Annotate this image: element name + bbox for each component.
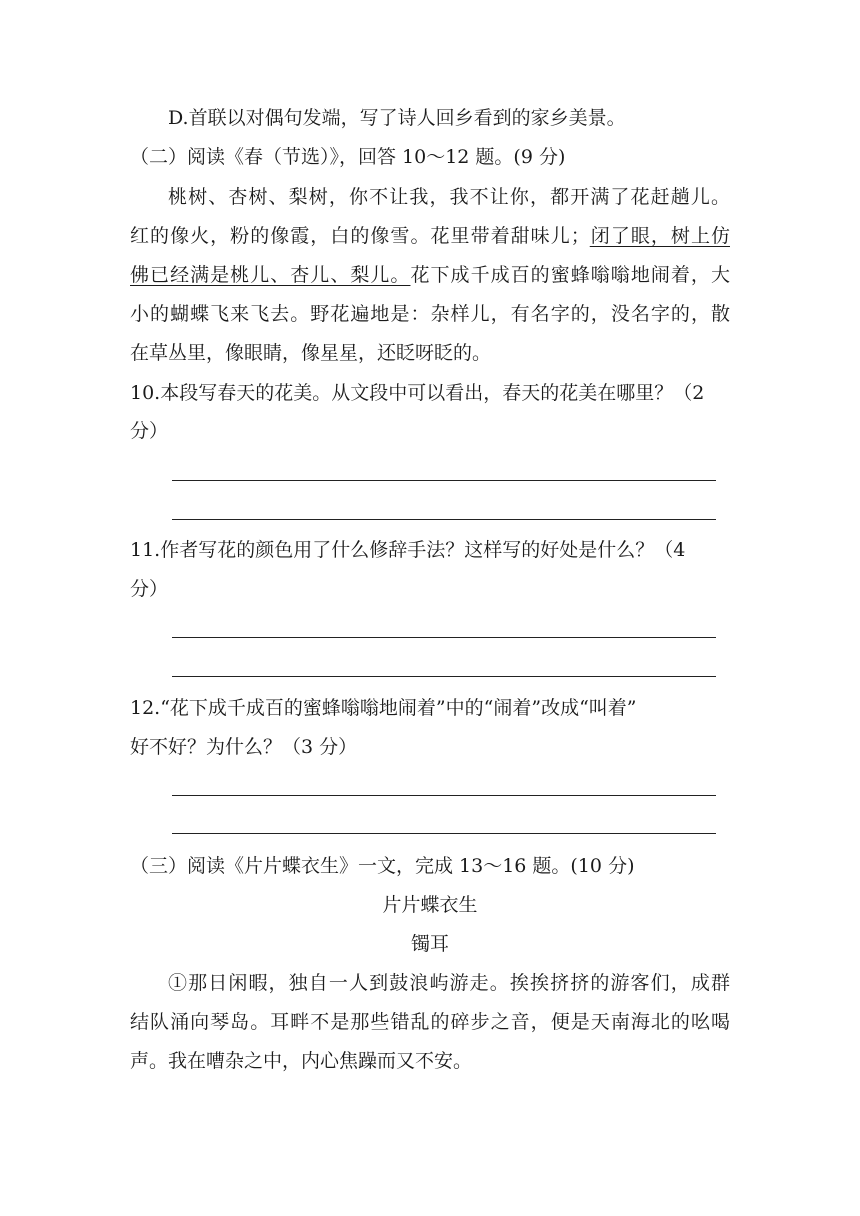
question-12-cont: 好不好？为什么？（3 分）	[130, 736, 358, 758]
answer-line[interactable]	[172, 795, 716, 796]
passage-line-1: 桃树、杏树、梨树，你不让我，我不让你，都开满了花赶趟儿。	[168, 186, 730, 208]
question-10-cont: 分）	[130, 420, 169, 442]
underlined-sentence-part-2: 佛已经满是桃儿、杏儿、梨儿。	[130, 264, 411, 286]
section2-heading: （二）阅读《春（节选）》，回答 10～12 题。(9 分)	[130, 146, 566, 168]
paragraph-1-line-2: 结队涌向琴岛。耳畔不是那些错乱的碎步之音，便是天南海北的吆喝	[130, 1011, 730, 1033]
paragraph-1-line-3: 声。我在嘈杂之中，内心焦躁而又不安。	[130, 1050, 473, 1072]
underlined-sentence-part-1: 闭了眼，树上仿	[589, 225, 730, 247]
passage-line-3: 佛已经满是桃儿、杏儿、梨儿。花下成千成百的蜜蜂嗡嗡地闹着，大	[130, 264, 730, 286]
article-author: 镯耳	[410, 933, 449, 955]
paragraph-1-line-1: ①那日闲暇，独自一人到鼓浪屿游走。挨挨挤挤的游客们，成群	[168, 972, 730, 994]
article-title: 片片蝶衣生	[382, 894, 478, 916]
passage-line-2: 红的像火，粉的像霞，白的像雪。花里带着甜味儿；闭了眼，树上仿	[130, 225, 730, 247]
answer-line[interactable]	[172, 637, 716, 638]
answer-line[interactable]	[172, 519, 716, 520]
answer-line[interactable]	[172, 480, 716, 481]
question-11: 11.作者写花的颜色用了什么修辞手法？这样写的好处是什么？（4	[130, 539, 686, 561]
question-12: 12.“花下成千成百的蜜蜂嗡嗡地闹着”中的“闹着”改成“叫着”	[130, 697, 637, 719]
answer-line[interactable]	[172, 676, 716, 677]
section3-heading: （三）阅读《片片蝶衣生》一文，完成 13～16 题。(10 分)	[130, 855, 635, 877]
question-11-cont: 分）	[130, 578, 169, 600]
passage-line-5: 在草丛里，像眼睛，像星星，还眨呀眨的。	[130, 342, 492, 364]
option-d: D.首联以对偶句发端，写了诗人回乡看到的家乡美景。	[168, 107, 626, 129]
answer-line[interactable]	[172, 833, 716, 834]
passage-line-4: 小的蝴蝶飞来飞去。野花遍地是：杂样儿，有名字的，没名字的，散	[130, 303, 730, 325]
question-10: 10.本段写春天的花美。从文段中可以看出，春天的花美在哪里？（2	[130, 382, 705, 404]
